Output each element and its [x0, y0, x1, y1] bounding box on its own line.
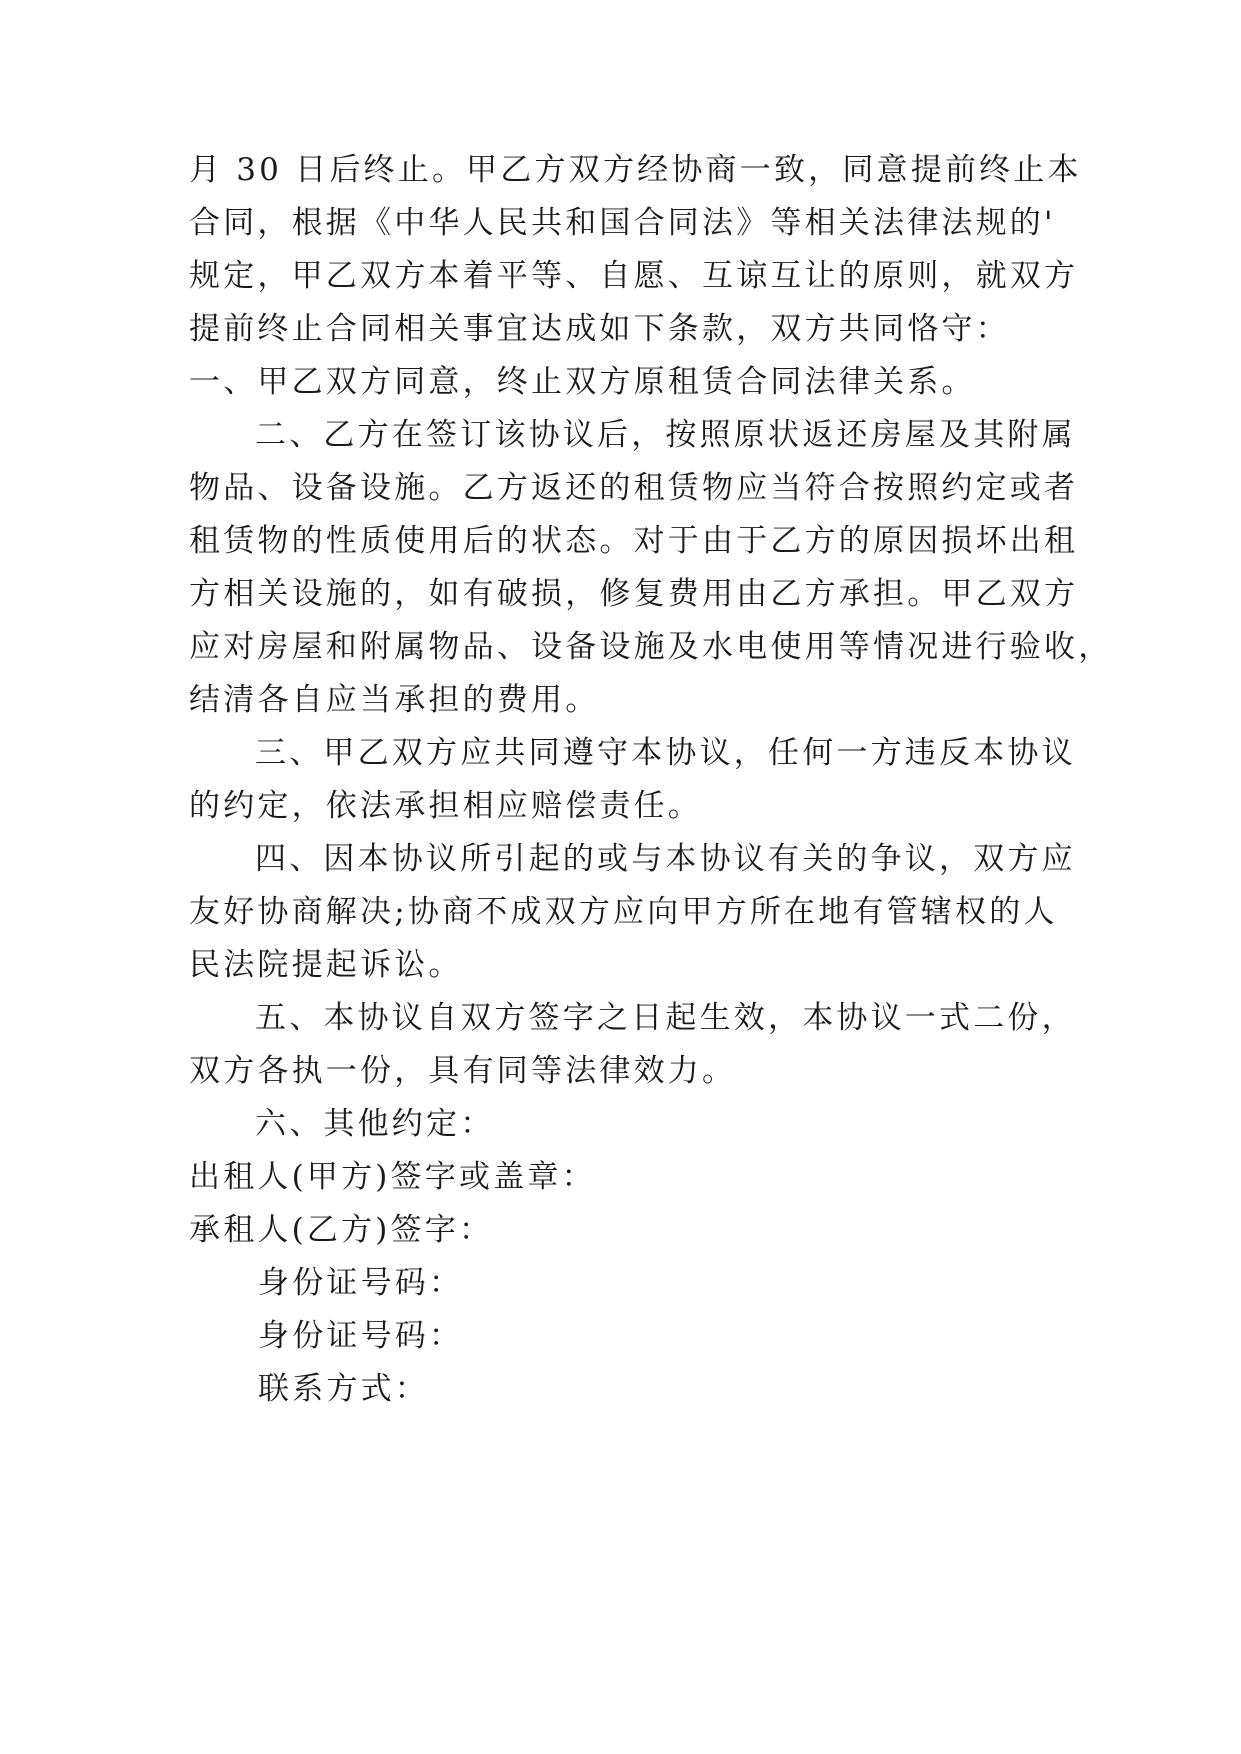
id-number-label: 身份证号码： [258, 1265, 464, 1301]
paragraph-line: 方相关设施的，如有破损，修复费用由乙方承担。甲乙双方 [189, 576, 1079, 612]
clause-1: 一、甲乙双方同意，终止双方原租赁合同法律关系。 [189, 364, 976, 400]
clause-5: 五、本协议自双方签字之日起生效，本协议一式二份， [255, 1000, 1076, 1036]
paragraph-line: 的约定，依法承担相应赔偿责任。 [189, 788, 702, 824]
paragraph-line: 结清各自应当承担的费用。 [189, 682, 600, 718]
clause-2: 二、乙方在签订该协议后，按照原状返还房屋及其附属 [255, 417, 1076, 453]
clause-6: 六、其他约定： [255, 1106, 495, 1142]
paragraph-line: 友好协商解决;协商不成双方应向甲方所在地有管辖权的人 [189, 894, 1058, 930]
paragraph-line: 应对房屋和附属物品、设备设施及水电使用等情况进行验收， [189, 629, 1113, 665]
paragraph-line: 提前终止合同相关事宜达成如下条款，双方共同恪守： [189, 311, 1010, 347]
clause-3: 三、甲乙双方应共同遵守本协议，任何一方违反本协议 [255, 735, 1076, 771]
paragraph-line: 双方各执一份，具有同等法律效力。 [189, 1053, 737, 1089]
paragraph-line: 物品、设备设施。乙方返还的租赁物应当符合按照约定或者 [189, 470, 1079, 506]
paragraph-line: 租赁物的性质使用后的状态。对于由于乙方的原因损坏出租 [189, 523, 1079, 559]
id-number-label: 身份证号码： [258, 1318, 464, 1354]
paragraph-line: 民法院提起诉讼。 [189, 947, 463, 983]
lessee-signature-label: 承租人(乙方)签字： [189, 1212, 494, 1248]
paragraph-line: 规定，甲乙双方本着平等、自愿、互谅互让的原则，就双方 [189, 258, 1079, 294]
paragraph-line: 月 30 日后终止。甲乙方双方经协商一致，同意提前终止本 [189, 152, 1082, 188]
paragraph-line: 合同，根据《中华人民共和国合同法》等相关法律法规的' [189, 205, 1056, 241]
lessor-signature-label: 出租人(甲方)签字或盖章： [189, 1159, 596, 1195]
clause-4: 四、因本协议所引起的或与本协议有关的争议，双方应 [255, 841, 1076, 877]
contact-label: 联系方式： [258, 1371, 429, 1407]
